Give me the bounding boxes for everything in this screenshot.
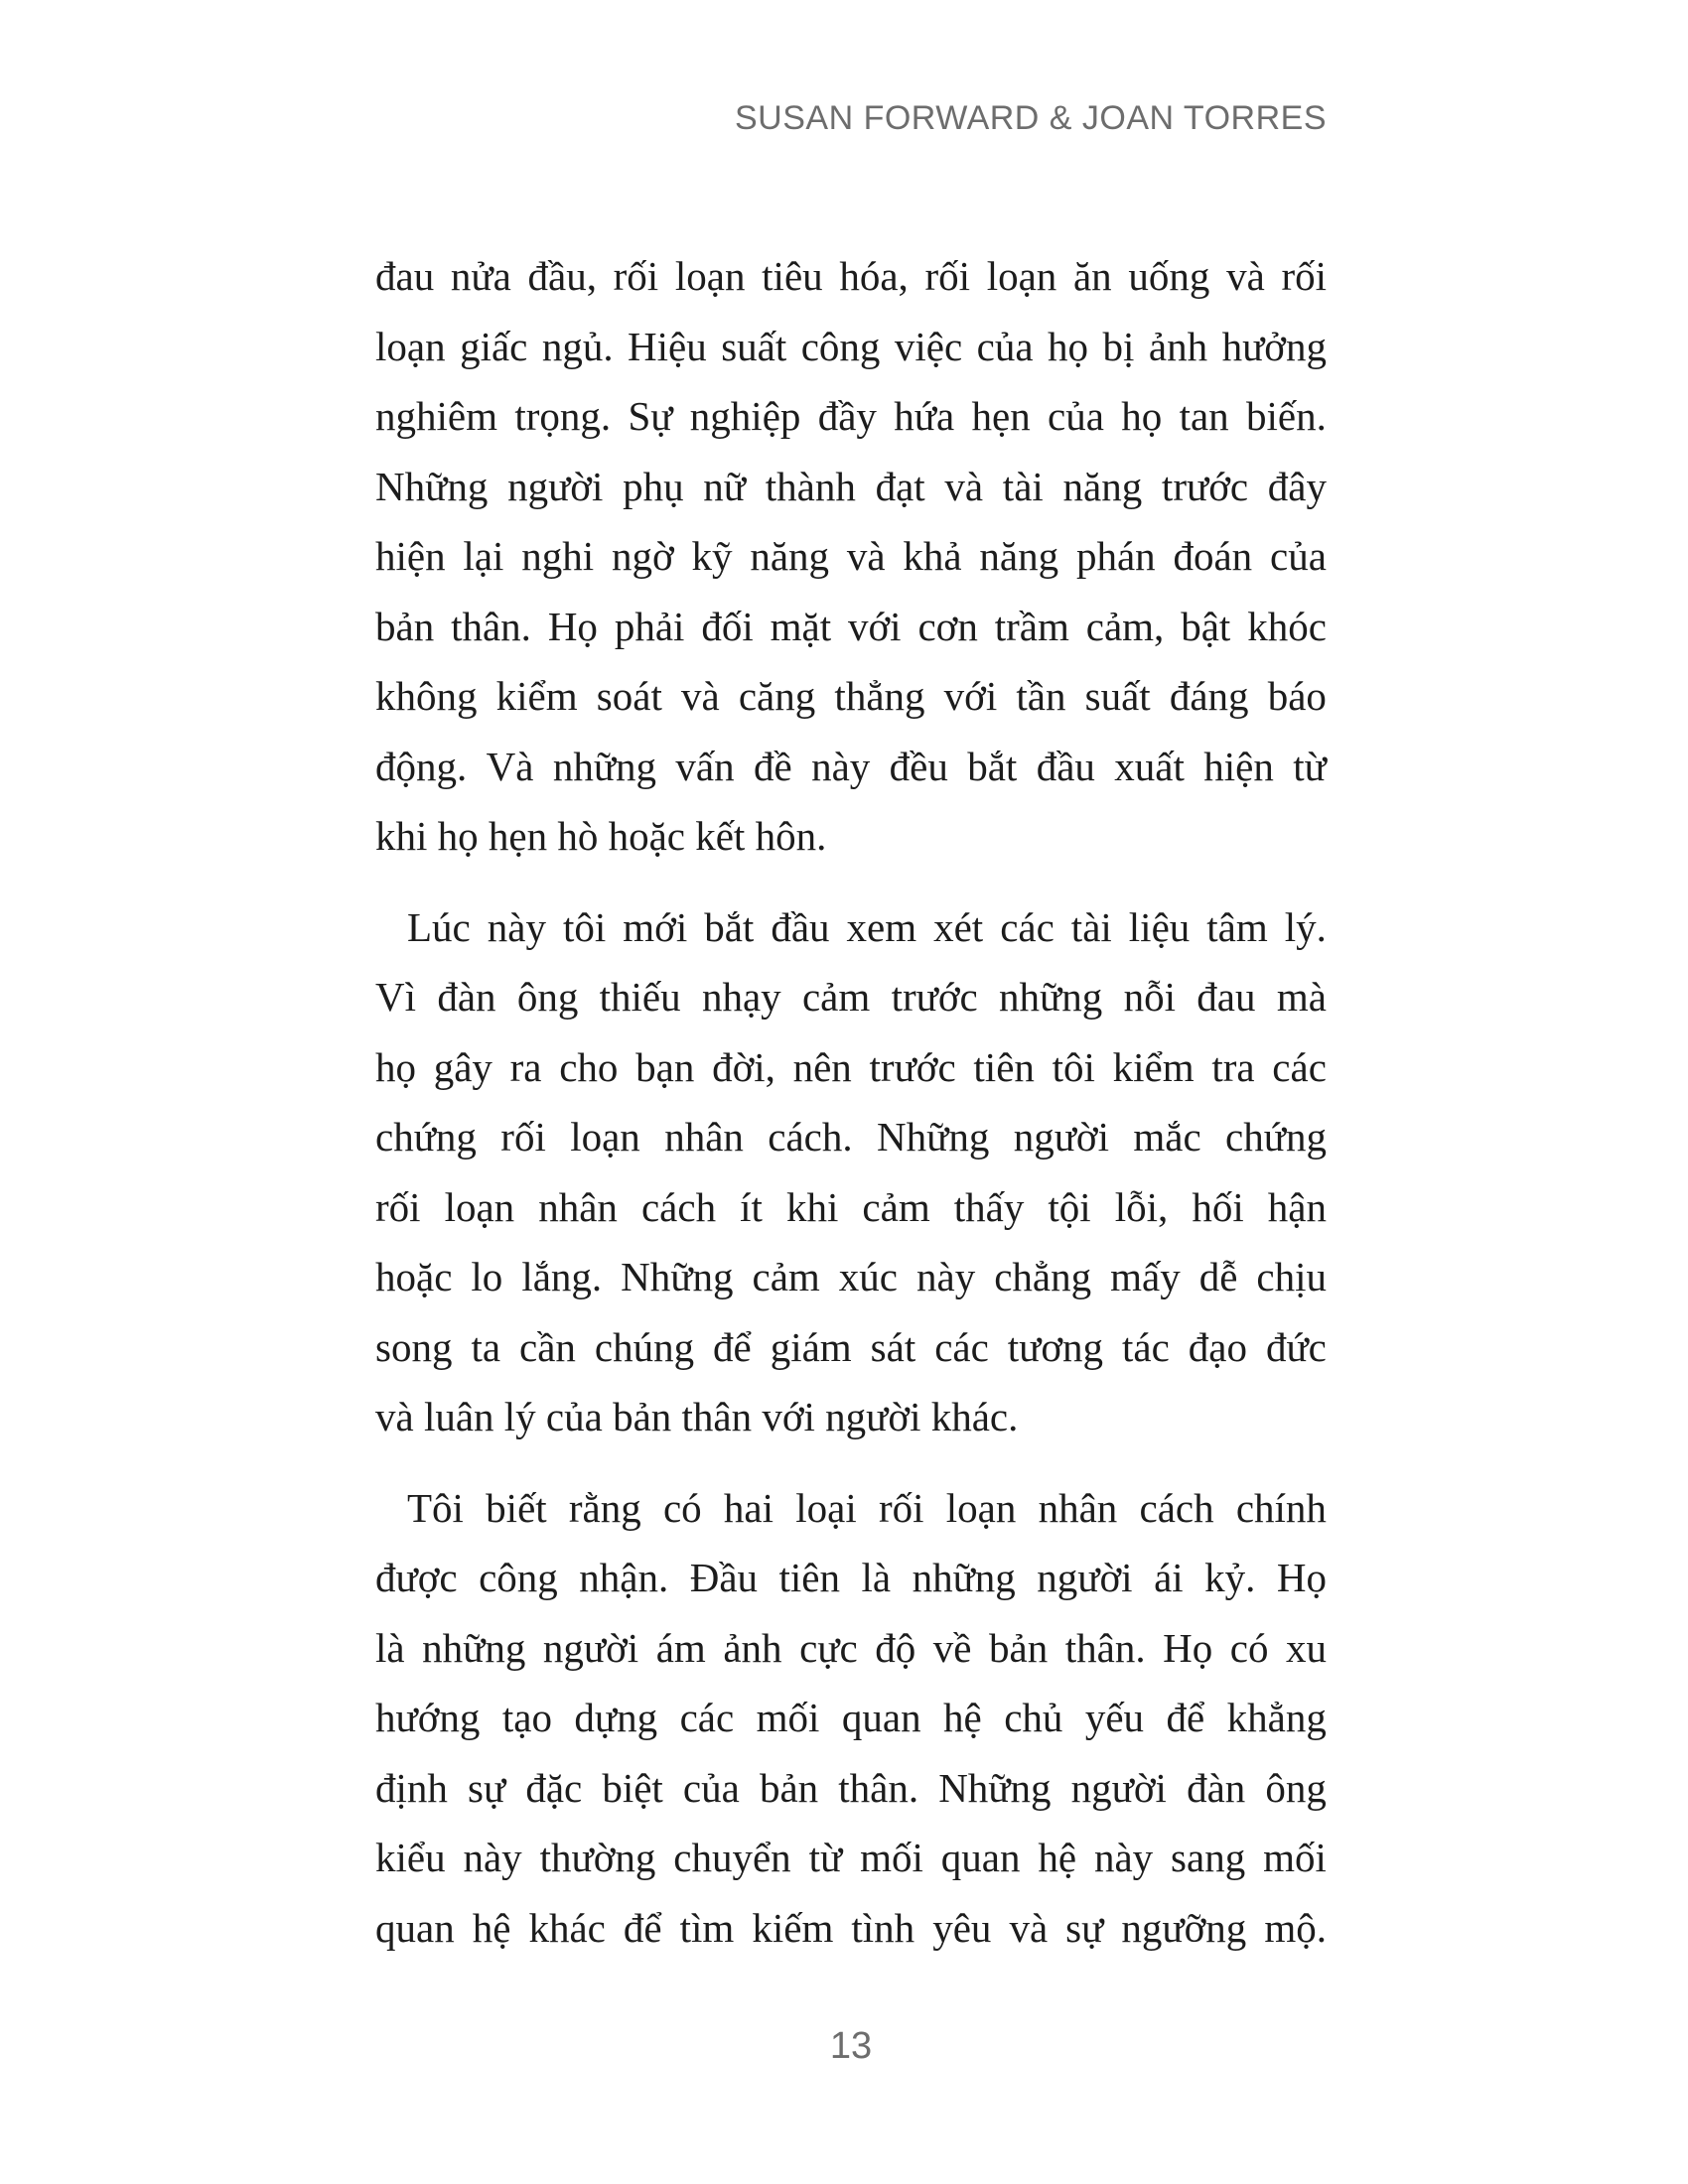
word: các <box>679 1695 735 1740</box>
word: năng <box>1062 463 1143 509</box>
word: loạn <box>444 1183 515 1230</box>
text-line <box>375 732 1327 802</box>
word: tài <box>1070 903 1112 950</box>
word: những <box>552 743 657 789</box>
word: sự <box>468 1764 506 1811</box>
word: cần <box>519 1323 576 1370</box>
word: đầu <box>771 903 830 950</box>
word: đạo <box>1188 1323 1247 1370</box>
word: suất <box>1084 673 1151 719</box>
word: lại <box>463 533 504 579</box>
word: bản <box>989 1624 1049 1671</box>
word: và <box>846 533 886 579</box>
text-line <box>375 892 1327 963</box>
word: đầu, <box>527 253 597 299</box>
word: nhân <box>664 1114 744 1160</box>
word: hẹn <box>971 393 1031 439</box>
word: hoặc <box>375 1254 453 1299</box>
word: mối <box>860 1835 923 1880</box>
word: mối <box>756 1695 820 1740</box>
word: với <box>943 673 998 719</box>
word: định <box>375 1764 448 1811</box>
word: tội <box>1048 1183 1091 1230</box>
word: này <box>1093 1835 1154 1880</box>
paragraph <box>375 1473 1327 1964</box>
word: cách <box>1139 1484 1214 1531</box>
word: các <box>934 1323 989 1370</box>
word: đời, <box>712 1043 775 1090</box>
text-line <box>375 1102 1327 1172</box>
word: có <box>662 1484 702 1531</box>
word: của <box>976 323 1034 369</box>
word: biệt <box>602 1764 663 1811</box>
word: sự <box>1065 1904 1104 1951</box>
page-number: 13 <box>829 2025 873 2067</box>
word: đối <box>701 603 754 649</box>
word: đều <box>889 743 948 789</box>
word: phụ <box>623 463 684 509</box>
word: chứng <box>1225 1114 1327 1160</box>
word: hối <box>1192 1183 1244 1230</box>
word: biến. <box>1246 393 1327 439</box>
word: xem <box>846 903 917 950</box>
word: dễ <box>1198 1254 1238 1299</box>
word: những <box>999 974 1103 1020</box>
word: kiếm <box>752 1904 834 1951</box>
word: cách <box>640 1183 717 1230</box>
word: Đầu <box>689 1555 759 1600</box>
word: đoán <box>1173 533 1253 579</box>
word: người <box>542 1624 639 1671</box>
word: hóa, <box>839 253 909 299</box>
word: ái <box>1154 1555 1184 1600</box>
running-head: SUSAN FORWARD & JOAN TORRES <box>735 99 1327 137</box>
word: nhạy <box>701 974 781 1020</box>
word: độ <box>875 1624 916 1671</box>
word: người <box>1070 1764 1167 1811</box>
word: và <box>944 463 984 509</box>
word: họ <box>1048 323 1089 369</box>
word: trước <box>1161 463 1249 509</box>
word: cực <box>799 1624 858 1671</box>
word: kiểu <box>375 1835 446 1880</box>
word: đau <box>1196 974 1256 1020</box>
text-line <box>375 1032 1327 1103</box>
word: gây <box>433 1043 492 1090</box>
word: ra <box>509 1043 542 1090</box>
text-line: và luân lý của bản thân với người khác. <box>375 1394 1019 1439</box>
word: ít <box>740 1183 763 1230</box>
word: hệ <box>472 1904 511 1951</box>
word: ông <box>1265 1764 1327 1811</box>
word: thiếu <box>599 974 681 1020</box>
word: kiểm <box>1112 1043 1195 1090</box>
word: không <box>375 673 478 719</box>
word: yếu <box>1084 1695 1145 1740</box>
body-text <box>375 241 1327 1963</box>
word: nỗi <box>1123 974 1176 1020</box>
word: tiên <box>778 1555 840 1600</box>
word: loại <box>795 1484 857 1531</box>
word: để <box>1166 1695 1205 1740</box>
word: quan <box>375 1904 455 1951</box>
word: của <box>1048 393 1104 439</box>
word: tác <box>1122 1323 1170 1370</box>
word: những <box>912 1555 1016 1600</box>
word: năng <box>979 533 1059 579</box>
word: giấc <box>460 323 528 369</box>
word: là <box>375 1624 405 1671</box>
word: yêu <box>932 1904 992 1951</box>
word: cảm <box>752 1254 820 1299</box>
word: tương <box>1007 1323 1104 1370</box>
word: đề <box>754 743 792 789</box>
word: trọng. <box>514 393 612 439</box>
word: ám <box>655 1624 706 1671</box>
text-line <box>375 1543 1327 1613</box>
word: tạo <box>501 1695 552 1740</box>
word: khác <box>528 1904 606 1951</box>
word: và <box>681 673 720 719</box>
word: nửa <box>450 253 511 299</box>
word: đau <box>375 253 435 299</box>
word: xuất <box>1114 743 1185 789</box>
word: đầu <box>1036 743 1095 789</box>
word: khẳng <box>1226 1695 1327 1740</box>
word: suất <box>721 323 787 369</box>
text-line <box>375 312 1327 382</box>
word: lỗi, <box>1114 1183 1169 1230</box>
word: năng <box>750 533 830 579</box>
word: nhân <box>538 1183 618 1230</box>
word: các <box>1272 1043 1327 1090</box>
word: chẳng <box>994 1254 1092 1299</box>
word: đặc <box>525 1764 583 1811</box>
word: với <box>847 603 902 649</box>
word: xúc <box>838 1254 898 1299</box>
word: giám <box>770 1323 852 1370</box>
word: nghiêm <box>375 393 497 439</box>
word: tra <box>1211 1043 1255 1090</box>
word: Họ <box>1163 1624 1213 1671</box>
word: nữ <box>703 463 747 509</box>
word: chính <box>1235 1484 1327 1531</box>
word: mà <box>1276 974 1327 1020</box>
word: để <box>713 1323 752 1370</box>
word: từ <box>808 1835 843 1880</box>
word: mộ. <box>1264 1904 1327 1951</box>
word: tìm <box>679 1904 735 1951</box>
word: soát <box>596 673 662 719</box>
text-line <box>375 962 1327 1032</box>
word: bắt <box>704 903 755 950</box>
word: Tôi <box>407 1484 464 1531</box>
word: của <box>682 1764 740 1811</box>
word: hận <box>1267 1183 1327 1230</box>
word: khóc <box>1247 603 1327 649</box>
word: nghiệp <box>689 393 801 439</box>
word: bản <box>759 1764 819 1811</box>
text-line <box>375 1683 1327 1753</box>
word: mấy <box>1110 1254 1181 1299</box>
word: nên <box>792 1043 852 1090</box>
word: chứng <box>375 1114 477 1160</box>
word: được <box>375 1555 458 1600</box>
word: chuyển <box>673 1835 791 1880</box>
word: lý. <box>1284 903 1327 950</box>
word: hệ <box>1038 1835 1077 1880</box>
word: có <box>1229 1624 1269 1671</box>
word: rối <box>878 1484 924 1531</box>
word: ăn <box>1072 253 1112 299</box>
word: đây <box>1267 463 1327 509</box>
word: hưởng <box>1221 323 1327 369</box>
text-line <box>375 1172 1327 1243</box>
word: phải <box>614 603 685 649</box>
text-line <box>375 1613 1327 1684</box>
word: để <box>623 1904 662 1951</box>
word: tan <box>1179 393 1229 439</box>
word: tiên <box>973 1043 1035 1090</box>
text-line <box>375 1893 1327 1964</box>
word: thân. <box>838 1764 919 1811</box>
word: đàn <box>1187 1764 1246 1811</box>
word: đầy <box>817 393 877 439</box>
word: tiêu <box>762 253 823 299</box>
word: tôi <box>1052 1043 1095 1090</box>
word: hiện <box>375 533 446 579</box>
word: thân. <box>451 603 531 649</box>
word: căng <box>738 673 816 719</box>
word: nhận. <box>579 1555 669 1600</box>
text-line <box>375 1312 1327 1383</box>
word: rối <box>1281 253 1327 299</box>
word: này <box>916 1254 976 1299</box>
word: khả <box>903 533 962 579</box>
word: Những <box>876 1114 990 1160</box>
text-line <box>375 1753 1327 1824</box>
word: kiểm <box>495 673 578 719</box>
word: người <box>1013 1114 1109 1160</box>
word: mắc <box>1133 1114 1201 1160</box>
text-line <box>375 452 1327 522</box>
word: hướng <box>375 1695 481 1740</box>
word: này <box>463 1835 522 1880</box>
paragraph <box>375 892 1327 1452</box>
word: xu <box>1285 1624 1327 1671</box>
word: loạn <box>986 253 1057 299</box>
word: Và <box>486 743 534 789</box>
word: động. <box>375 743 468 789</box>
word: nhân <box>1038 1484 1118 1531</box>
word: thường <box>539 1835 656 1880</box>
word: ta <box>471 1323 501 1370</box>
word: quan <box>940 1835 1021 1880</box>
word: loạn <box>375 323 446 369</box>
word: dựng <box>574 1695 658 1740</box>
word: này <box>487 903 546 950</box>
word: Những <box>375 463 489 509</box>
word: rằng <box>568 1484 641 1531</box>
word: Họ <box>1276 1555 1327 1600</box>
word: và <box>1226 253 1265 299</box>
text-line <box>375 1823 1327 1893</box>
word: chủ <box>1004 1695 1063 1740</box>
word: chịu <box>1256 1254 1327 1299</box>
word: bật <box>1181 603 1231 649</box>
word: Những <box>938 1764 1052 1811</box>
word: tình <box>851 1904 915 1951</box>
text-line: khi họ hẹn hò hoặc kết hôn. <box>375 813 827 859</box>
word: tần <box>1016 673 1066 719</box>
word: cảm, <box>1085 603 1165 649</box>
word: bạn <box>635 1043 695 1090</box>
word: đức <box>1265 1323 1327 1370</box>
word: ông <box>516 974 579 1020</box>
word: mối <box>1263 1835 1327 1880</box>
text-line <box>375 1242 1327 1312</box>
word: kỹ <box>691 533 733 579</box>
word: công <box>800 323 881 369</box>
word: họ <box>1121 393 1163 439</box>
word: việc <box>894 323 963 369</box>
word: sang <box>1171 1835 1246 1880</box>
word: hệ <box>943 1695 982 1740</box>
word: cách. <box>768 1114 853 1160</box>
word: Vì <box>375 974 416 1020</box>
word: đáng <box>1169 673 1249 719</box>
word: Lúc <box>407 903 471 950</box>
word: này <box>811 743 871 789</box>
word: mặt <box>770 603 832 649</box>
word: họ <box>375 1043 416 1090</box>
word: sát <box>870 1323 916 1370</box>
word: báo <box>1267 673 1327 719</box>
word: tôi <box>562 903 607 950</box>
word: Họ <box>547 603 598 649</box>
word: hiện <box>1203 743 1274 789</box>
word: cảm <box>862 1183 930 1230</box>
word: bản <box>375 603 435 649</box>
word: lo <box>471 1254 503 1299</box>
word: cơn <box>917 603 978 649</box>
word: trước <box>869 1043 956 1090</box>
word: ngưỡng <box>1121 1904 1247 1951</box>
word: ngủ. <box>541 323 614 369</box>
word: tâm <box>1206 903 1268 950</box>
paragraph <box>375 241 1327 872</box>
word: chúng <box>594 1323 695 1370</box>
word: thân. <box>1064 1624 1146 1671</box>
word: ảnh <box>723 1624 782 1671</box>
word: mới <box>623 903 688 950</box>
text-line <box>375 381 1327 452</box>
text-line <box>375 661 1327 732</box>
word: loạn <box>674 253 746 299</box>
word: rối <box>613 253 659 299</box>
text-line <box>375 241 1327 312</box>
word: kỷ. <box>1204 1555 1256 1600</box>
word: nghi <box>521 533 595 579</box>
word: Hiệu <box>628 323 707 369</box>
word: trầm <box>994 603 1069 649</box>
word: ảnh <box>1148 323 1208 369</box>
word: rối <box>375 1183 421 1230</box>
word: loạn <box>570 1114 640 1160</box>
word: rối <box>924 253 971 299</box>
word: là <box>861 1555 892 1600</box>
word: đạt <box>875 463 925 509</box>
word: song <box>375 1323 453 1370</box>
word: thành <box>765 463 856 509</box>
word: người <box>507 463 604 509</box>
word: uống <box>1128 253 1210 299</box>
text-line <box>375 521 1327 592</box>
word: trước <box>891 974 978 1020</box>
word: của <box>1270 533 1327 579</box>
word: và <box>1009 1904 1049 1951</box>
word: quan <box>841 1695 921 1740</box>
word: bắt <box>967 743 1018 789</box>
word: cảm <box>801 974 871 1020</box>
word: đàn <box>437 974 496 1020</box>
word: vấn <box>675 743 735 789</box>
word: bị <box>1102 323 1135 369</box>
word: liệu <box>1128 903 1191 950</box>
word: thấy <box>953 1183 1025 1230</box>
word: Sự <box>628 393 673 439</box>
word: những <box>422 1624 526 1671</box>
word: công <box>479 1555 558 1600</box>
word: loạn <box>945 1484 1017 1531</box>
word: xét <box>933 903 984 950</box>
word: về <box>932 1624 972 1671</box>
word: hai <box>723 1484 774 1531</box>
word: thẳng <box>834 673 925 719</box>
text-line <box>375 592 1327 662</box>
word: hứa <box>894 393 955 439</box>
text-line <box>375 1473 1327 1544</box>
word: phán <box>1075 533 1156 579</box>
word: Những <box>621 1254 734 1299</box>
word: biết <box>486 1484 547 1531</box>
word: từ <box>1293 743 1327 789</box>
word: ngờ <box>611 533 674 579</box>
word: người <box>1037 1555 1133 1600</box>
word: tài <box>1002 463 1044 509</box>
word: cho <box>559 1043 619 1090</box>
word: rối <box>500 1114 546 1160</box>
word: lắng. <box>521 1254 603 1299</box>
word: các <box>1000 903 1055 950</box>
word: khi <box>785 1183 839 1230</box>
